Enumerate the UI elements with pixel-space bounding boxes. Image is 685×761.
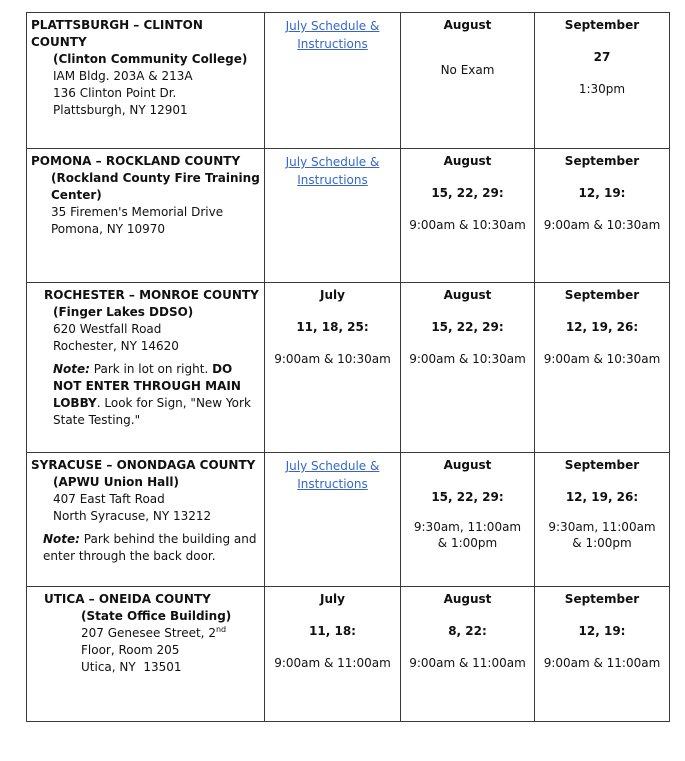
exam-times: 9:30am, 11:00am & 1:00pm bbox=[413, 520, 522, 550]
exam-times: 9:00am & 11:00am bbox=[543, 656, 661, 670]
month-label: July bbox=[320, 592, 345, 606]
september-cell bbox=[535, 283, 670, 453]
exam-dates: 15, 22, 29: bbox=[431, 186, 504, 200]
note-text: . Look for Sign, "New York State Testing." bbox=[53, 396, 251, 427]
month-label: July bbox=[320, 288, 345, 302]
july-cell bbox=[265, 283, 401, 453]
location-site: (APWU Union Hall) bbox=[53, 475, 179, 489]
month-label: September bbox=[564, 592, 640, 606]
table-row-pomona bbox=[27, 149, 670, 283]
location-cell bbox=[27, 149, 265, 283]
exam-times: 9:00am & 10:30am bbox=[409, 218, 526, 232]
address-line: Utica, NY 13501 bbox=[81, 660, 182, 674]
address-line: Floor, Room 205 bbox=[81, 643, 180, 657]
address-line: IAM Bldg. 203A & 213A bbox=[53, 69, 193, 83]
exam-times: 9:00am & 10:30am bbox=[409, 352, 526, 366]
location-title: UTICA – ONEIDA COUNTY bbox=[44, 592, 211, 606]
july-schedule-link[interactable]: July Schedule & Instructions bbox=[285, 155, 380, 187]
august-cell bbox=[401, 13, 535, 149]
address-line: 620 Westfall Road bbox=[53, 322, 162, 336]
july-schedule-link[interactable]: July Schedule & Instructions bbox=[285, 19, 380, 51]
location-title: ROCHESTER – MONROE COUNTY bbox=[44, 288, 259, 302]
month-label: September bbox=[564, 154, 640, 168]
note-text: Park behind the building and enter through the back door. bbox=[43, 532, 257, 563]
address-line bbox=[44, 625, 260, 642]
location-title: SYRACUSE – ONONDAGA COUNTY bbox=[31, 458, 256, 472]
month-label: August bbox=[443, 288, 492, 302]
location-cell bbox=[27, 587, 265, 722]
note-label: Note: bbox=[53, 362, 90, 376]
exam-schedule-table bbox=[26, 12, 670, 722]
month-label: August bbox=[443, 592, 492, 606]
location-site: (State Office Building) bbox=[81, 609, 232, 623]
location-cell bbox=[27, 13, 265, 149]
month-label: August bbox=[443, 154, 492, 168]
july-cell bbox=[265, 587, 401, 722]
september-cell bbox=[535, 453, 670, 587]
month-label: September bbox=[564, 458, 640, 472]
address-line: Pomona, NY 10970 bbox=[51, 222, 166, 236]
exam-dates: 12, 19: bbox=[578, 624, 626, 638]
address-text: 207 Genesee Street, 2 bbox=[81, 626, 216, 640]
july-cell bbox=[265, 13, 401, 149]
location-title: PLATTSBURGH – CLINTON COUNTY bbox=[31, 18, 203, 49]
exam-dates: 12, 19, 26: bbox=[565, 490, 639, 504]
ordinal-suffix: nd bbox=[215, 625, 227, 634]
august-cell bbox=[401, 587, 535, 722]
exam-times: 9:00am & 10:30am bbox=[543, 352, 661, 366]
month-label: August bbox=[443, 18, 492, 32]
address-line: North Syracuse, NY 13212 bbox=[53, 509, 212, 523]
july-cell bbox=[265, 453, 401, 587]
table-row-plattsburgh bbox=[27, 13, 670, 149]
exam-times: 9:00am & 11:00am bbox=[409, 656, 526, 670]
location-site: (Rockland County Fire Training Center) bbox=[51, 171, 260, 202]
exam-times: 9:00am & 10:30am bbox=[274, 352, 391, 366]
september-cell bbox=[535, 13, 670, 149]
exam-dates: 15, 22, 29: bbox=[431, 490, 504, 504]
note-label: Note: bbox=[43, 532, 80, 546]
august-cell bbox=[401, 453, 535, 587]
table-row-syracuse bbox=[27, 453, 670, 587]
location-note bbox=[44, 361, 260, 429]
address-line: Plattsburgh, NY 12901 bbox=[53, 103, 188, 117]
location-cell bbox=[27, 283, 265, 453]
september-cell bbox=[535, 149, 670, 283]
location-title: POMONA – ROCKLAND COUNTY bbox=[31, 154, 241, 168]
month-label: September bbox=[564, 288, 640, 302]
august-cell bbox=[401, 149, 535, 283]
exam-dates: 11, 18, 25: bbox=[296, 320, 369, 334]
location-site: (Finger Lakes DDSO) bbox=[53, 305, 194, 319]
exam-dates: 27 bbox=[593, 50, 611, 64]
exam-dates: 8, 22: bbox=[448, 624, 487, 638]
table-row-rochester bbox=[27, 283, 670, 453]
august-cell bbox=[401, 283, 535, 453]
exam-times: 1:30pm bbox=[578, 82, 626, 96]
location-note bbox=[31, 531, 260, 565]
exam-times: 9:00am & 10:30am bbox=[543, 218, 661, 232]
location-cell bbox=[27, 453, 265, 587]
exam-dates: 11, 18: bbox=[309, 624, 356, 638]
table-row-utica bbox=[27, 587, 670, 722]
address-line: 407 East Taft Road bbox=[53, 492, 165, 506]
july-schedule-link[interactable]: July Schedule & Instructions bbox=[285, 459, 380, 491]
month-label: September bbox=[564, 18, 640, 32]
exam-dates: 15, 22, 29: bbox=[431, 320, 504, 334]
exam-dates: 12, 19, 26: bbox=[565, 320, 639, 334]
exam-times: 9:30am, 11:00am & 1:00pm bbox=[548, 520, 656, 550]
no-exam-text: No Exam bbox=[440, 63, 495, 77]
address-line: Rochester, NY 14620 bbox=[53, 339, 179, 353]
address-line: 35 Firemen's Memorial Drive bbox=[51, 205, 224, 219]
exam-times: 9:00am & 11:00am bbox=[274, 656, 391, 670]
month-label: August bbox=[443, 458, 492, 472]
note-text: Park in lot on right. bbox=[89, 362, 213, 376]
july-cell bbox=[265, 149, 401, 283]
note-emphasis: DO NOT ENTER THROUGH MAIN LOBBY bbox=[53, 362, 241, 410]
address-line: 136 Clinton Point Dr. bbox=[53, 86, 177, 100]
september-cell bbox=[535, 587, 670, 722]
location-site: (Clinton Community College) bbox=[53, 52, 248, 66]
exam-dates: 12, 19: bbox=[578, 186, 626, 200]
